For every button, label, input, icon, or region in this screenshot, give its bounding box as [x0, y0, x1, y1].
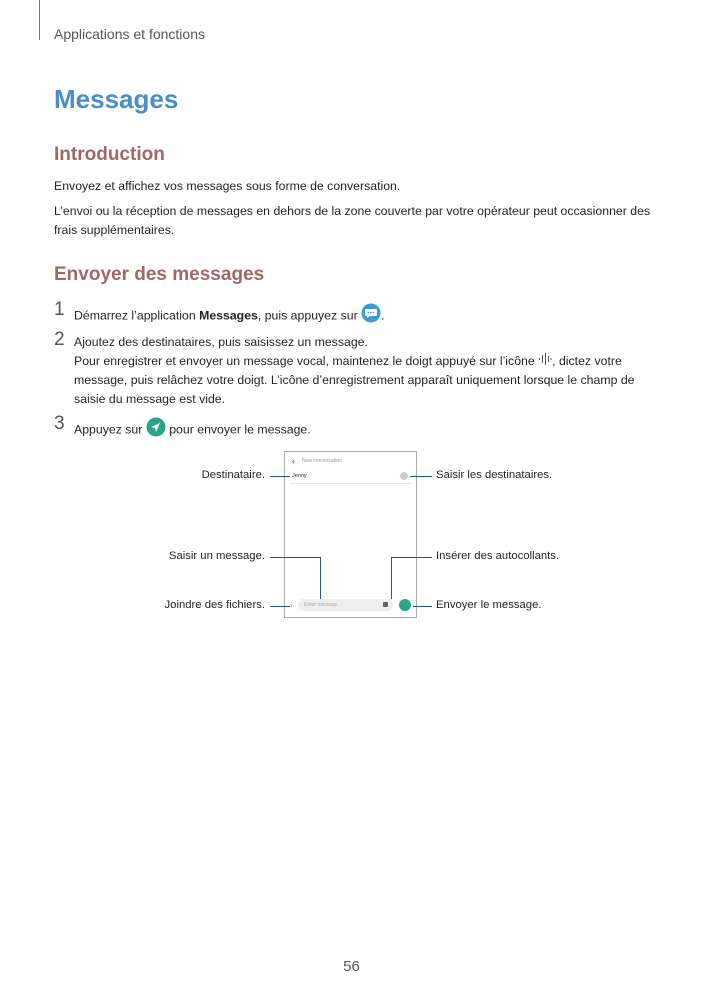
voice-record-icon — [538, 352, 552, 371]
sticker-icon — [383, 602, 388, 607]
step-2 — [54, 329, 654, 409]
step-text: , puis appuyez sur — [257, 308, 362, 323]
step-3 — [54, 413, 654, 443]
callout-attach: Joindre des fichiers. — [164, 599, 265, 611]
callout-enter-recipients: Saisir les destinataires. — [436, 469, 553, 481]
intro-paragraph-1: Envoyez et affichez vos messages sous forme de conversation. — [54, 179, 401, 193]
contact-picker-icon — [400, 472, 408, 480]
intro-paragraph-2: L’envoi ou la réception de messages en dehors de la zone couverte par votre opérateur peut occasionner des frais supplémentaires. — [54, 204, 651, 237]
step-text: Ajoutez des destinataires, puis saisissez un message. — [74, 335, 368, 349]
intro-heading: Introduction — [54, 144, 165, 165]
step-text: Appuyez sur — [74, 422, 146, 437]
step-1 — [54, 299, 654, 329]
section-header: Applications et fonctions — [54, 26, 205, 42]
phone-screenshot — [284, 451, 417, 618]
screen-title: New conversation — [302, 458, 342, 464]
page-title: Messages — [54, 84, 179, 114]
recipient-name: Jenny — [292, 473, 307, 479]
callout-recipient: Destinataire. — [201, 469, 265, 481]
step-number: 3 — [54, 413, 65, 434]
send-heading: Envoyer des messages — [54, 264, 265, 285]
callout-enter-message: Saisir un message. — [168, 550, 265, 562]
send-button-icon — [399, 599, 411, 611]
step-text: , dictez votre message, puis relâchez votre doigt. L’icône d’enregistrement apparaît uniquement lorsque le champ de saisie du message est vide. — [74, 354, 635, 407]
step-text: . — [381, 308, 385, 323]
back-arrow-icon: ‹ — [292, 456, 295, 466]
callout-send: Envoyer le message. — [436, 599, 542, 611]
compose-chat-icon — [361, 303, 381, 329]
send-icon — [146, 417, 166, 443]
margin-rule — [39, 0, 40, 40]
app-name: Messages — [199, 308, 258, 323]
callout-stickers: Insérer des autocollants. — [436, 550, 560, 562]
step-text: pour envoyer le message. — [165, 422, 311, 437]
step-text: Démarrez l’application — [74, 308, 200, 323]
step-text: Pour enregistrer et envoyer un message vocal, maintenez le doigt appuyé sur l’icône — [74, 354, 539, 368]
input-placeholder: Enter message — [304, 602, 338, 608]
step-number: 1 — [54, 299, 65, 320]
attach-icon: › — [290, 601, 293, 610]
divider — [290, 483, 411, 484]
step-number: 2 — [54, 329, 65, 350]
message-input — [298, 599, 393, 611]
page-number: 56 — [343, 958, 360, 975]
